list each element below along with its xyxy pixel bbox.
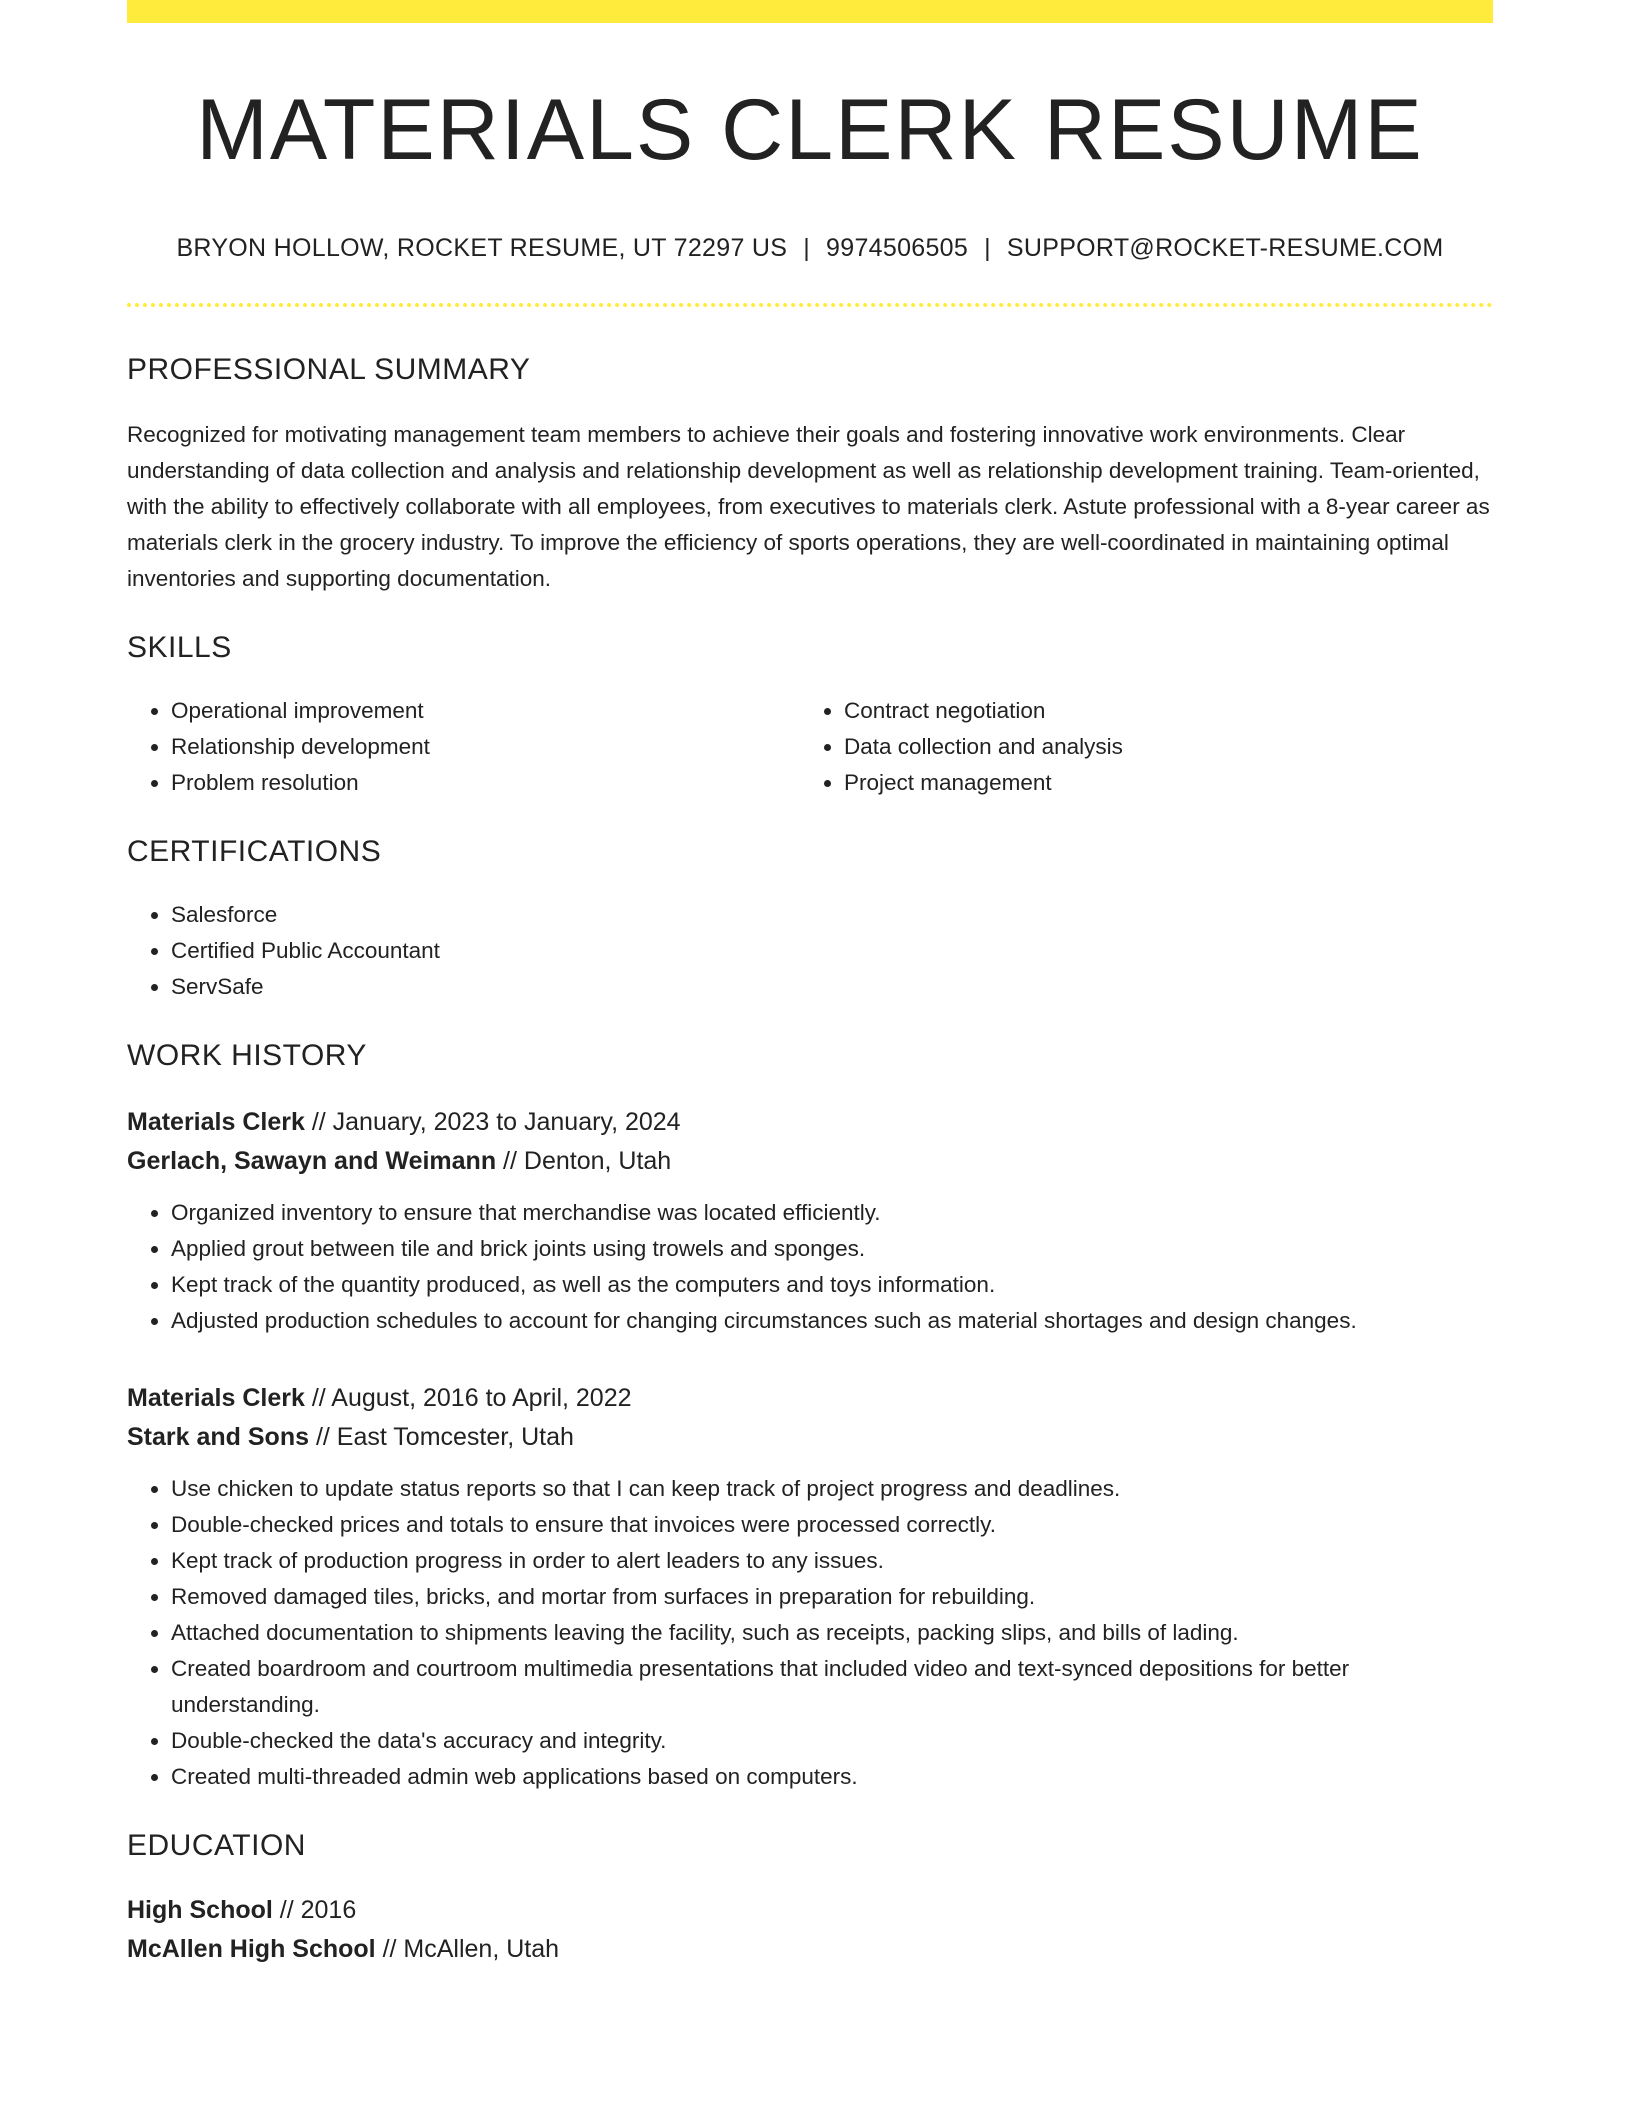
job-bullet: • Applied grout between tile and brick joints using trowels and sponges. xyxy=(171,1231,1493,1267)
work-history-heading: WORK HISTORY xyxy=(127,1038,367,1072)
contact-separator: | xyxy=(803,233,811,262)
job-bullet: • Adjusted production schedules to account for changing circumstances such as material shortages and design changes. xyxy=(171,1303,1493,1339)
education-school-line xyxy=(127,1930,1493,1969)
education-year: // 2016 xyxy=(272,1895,357,1924)
job-dates: // August, 2016 to April, 2022 xyxy=(304,1383,632,1412)
summary-heading: PROFESSIONAL SUMMARY xyxy=(127,352,531,386)
contact-phone: 9974506505 xyxy=(826,233,969,262)
job-company-line xyxy=(127,1142,1493,1181)
summary-text: Recognized for motivating management team members to achieve their goals and fostering innovative work environments. Clear understanding of data collection and analysis and relationship development as well as relationship development training. Team-oriented, with the ability to effectively collaborate with all employees, from executives to materials clerk. Astute professional with a 8-year career as materials clerk in the grocery industry. To improve the efficiency of sports operations, they are well-coordinated in maintaining optimal inventories and supporting documentation. xyxy=(127,421,1490,591)
skill-item: • Contract negotiation xyxy=(844,693,1473,729)
job-bullet: • Double-checked prices and totals to ensure that invoices were processed correctly. xyxy=(171,1507,1493,1543)
education-heading: EDUCATION xyxy=(127,1828,306,1862)
education-location: // McAllen, Utah xyxy=(375,1934,560,1963)
certifications-heading: CERTIFICATIONS xyxy=(127,834,382,868)
education-degree-line xyxy=(127,1891,1493,1930)
job-bullet: • Attached documentation to shipments leaving the facility, such as receipts, packing slips, and bills of lading. xyxy=(171,1615,1493,1651)
job-entry xyxy=(127,1103,1493,1339)
dotted-divider xyxy=(127,303,1493,307)
job-bullet: • Created multi-threaded admin web applications based on computers. xyxy=(171,1759,1493,1795)
certification-item: • Certified Public Accountant xyxy=(171,933,1493,969)
job-entry xyxy=(127,1379,1493,1795)
job-title-line xyxy=(127,1103,1493,1142)
job-bullet: • Kept track of production progress in order to alert leaders to any issues. xyxy=(171,1543,1493,1579)
job-company: Gerlach, Sawayn and Weimann xyxy=(127,1146,497,1175)
education-degree: High School xyxy=(127,1895,273,1924)
top-accent-bar xyxy=(127,0,1493,23)
skills-heading: SKILLS xyxy=(127,630,232,664)
resume-page xyxy=(127,0,1493,1969)
job-bullet: • Created boardroom and courtroom multimedia presentations that included video and text-synced depositions for better understanding. xyxy=(171,1651,1493,1723)
job-bullets xyxy=(127,1195,1493,1339)
contact-address: BRYON HOLLOW, ROCKET RESUME, UT 72297 US xyxy=(176,233,788,262)
job-bullet: • Use chicken to update status reports so that I can keep track of project progress and deadlines. xyxy=(171,1471,1493,1507)
job-location: // East Tomcester, Utah xyxy=(309,1422,574,1451)
job-bullet: • Organized inventory to ensure that merchandise was located efficiently. xyxy=(171,1195,1493,1231)
skill-item: • Problem resolution xyxy=(171,765,800,801)
job-title: Materials Clerk xyxy=(127,1383,305,1412)
job-bullet: • Kept track of the quantity produced, as well as the computers and toys information. xyxy=(171,1267,1493,1303)
skills-list xyxy=(127,693,1493,801)
resume-title: MATERIALS CLERK RESUME xyxy=(196,82,1424,178)
skill-item: • Operational improvement xyxy=(171,693,800,729)
job-dates: // January, 2023 to January, 2024 xyxy=(304,1107,681,1136)
job-title: Materials Clerk xyxy=(127,1107,305,1136)
contact-separator: | xyxy=(984,233,991,262)
job-bullet: • Removed damaged tiles, bricks, and mortar from surfaces in preparation for rebuilding. xyxy=(171,1579,1493,1615)
skill-item: • Project management xyxy=(844,765,1473,801)
education-entry xyxy=(127,1891,1493,1969)
certification-item: • Salesforce xyxy=(171,897,1493,933)
certifications-list xyxy=(127,897,1493,1005)
job-company: Stark and Sons xyxy=(127,1422,309,1451)
contact-email: SUPPORT@ROCKET-RESUME.COM xyxy=(1006,233,1444,262)
certification-item: • ServSafe xyxy=(171,969,1493,1005)
job-location: // Denton, Utah xyxy=(496,1146,672,1175)
skills-column-left xyxy=(127,693,800,801)
job-bullets xyxy=(127,1471,1493,1795)
job-company-line xyxy=(127,1418,1493,1457)
skill-item: • Data collection and analysis xyxy=(844,729,1473,765)
skill-item: • Relationship development xyxy=(171,729,800,765)
job-bullet: • Double-checked the data's accuracy and integrity. xyxy=(171,1723,1493,1759)
skills-column-right xyxy=(800,693,1473,801)
contact-line xyxy=(127,234,1493,263)
job-title-line xyxy=(127,1379,1493,1418)
education-school: McAllen High School xyxy=(127,1934,376,1963)
